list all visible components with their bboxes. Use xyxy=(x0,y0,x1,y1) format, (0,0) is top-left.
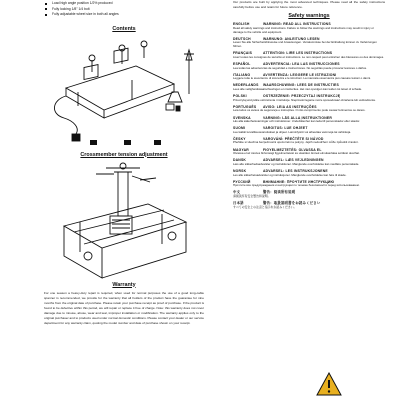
warning-language: SVENSKA xyxy=(233,115,251,120)
warning-text: すべての安全上の注意と指示をお読みください。 xyxy=(233,204,297,209)
warning-title: FIGYELMEZTETÉS: OLVASSA EL xyxy=(263,147,322,152)
warning-title: VAROVÁNÍ: PŘEČTĚTE SI NÁVOD xyxy=(263,136,324,141)
contents-illustration xyxy=(44,36,204,146)
contents-heading: Contents xyxy=(112,25,136,32)
warning-entry-cjk xyxy=(233,201,385,210)
warning-text: Lea todas las advertencias de seguridad e instrucciones. No seguirlas puede provocar lesiones o daños. xyxy=(233,65,367,70)
warning-text: Przeczytaj wszystkie ostrzeżenia i instrukcje. Nieprzestrzeganie może spowodować obrażenia lub uszkodzenia. xyxy=(233,97,376,102)
left-column xyxy=(44,0,204,400)
warning-language: DEUTSCH xyxy=(233,36,251,41)
warning-title: WAARSCHUWING: LEES DE INSTRUCTIES xyxy=(263,83,339,88)
contents-bullets xyxy=(44,1,204,18)
warning-title: ADVARSEL: LÆS VEJLEDNINGEN xyxy=(263,158,324,163)
warning-text: Lees alle veiligheidswaarschuwingen en instructies. Het niet opvolgen kan leiden tot letsel of schade. xyxy=(233,87,363,92)
warning-text: Lisez toutes les consignes de sécurité et instructions. Le non-respect peut entraîner des blessures ou des dommages. xyxy=(233,54,385,59)
warning-text: Read all safety warnings and instructions. Failure to follow the warnings and instructions may result in injury or damage to the vehicle and equipment. xyxy=(233,25,374,34)
warning-text: Läs alla säkerhetsvarningar och instruktioner. Underlåtenhet kan leda till personskador eller skador. xyxy=(233,119,360,124)
warning-title: AVISO: LEIA AS INSTRUÇÕES xyxy=(263,104,317,109)
warning-text: Læs alle sikkerhedsadvarsler og instruktioner. Manglende overholdelse kan medføre personskade. xyxy=(233,161,360,166)
warning-title: VARNING: LÄS ALLA INSTRUKTIONER xyxy=(263,115,332,120)
intro-text: Our products are built by applying the most advanced techniques. Please read all the safety instructions carefully before use and retain for future reference. xyxy=(233,0,385,10)
warning-title: WARNING: READ ALL INSTRUCTIONS xyxy=(263,22,331,27)
warning-language: ČESKY xyxy=(233,136,246,141)
warning-triangle-icon xyxy=(316,372,342,396)
warning-title: VAROITUS: LUE OHJEET xyxy=(263,126,308,131)
warning-text: Lesen Sie alle Sicherheitshinweise und Anweisungen. Versäumnisse bei der Einhaltung können zu Verletzungen führen. xyxy=(233,40,377,49)
warning-language: 中文 xyxy=(233,190,241,195)
warning-language: FRANÇAIS xyxy=(233,51,253,56)
warning-entry xyxy=(233,105,385,114)
warning-language: ENGLISH xyxy=(233,22,250,27)
right-column xyxy=(233,0,385,400)
warning-entry xyxy=(233,94,385,103)
warning-entry xyxy=(233,73,385,82)
warning-entry xyxy=(233,22,385,34)
bullet-item: Load high angle position 1/2% produced xyxy=(44,1,204,7)
warning-title: 警告：阅读所有说明 xyxy=(263,190,296,195)
warning-text: Les alle sikkerhetsadvarsler og instruksjoner. Manglende overholdelse kan føre til skade. xyxy=(233,172,347,177)
adjustment-illustration xyxy=(44,160,204,280)
warning-title: ADVERTENCIA: LEA LAS INSTRUCCIONES xyxy=(263,62,340,67)
warning-language: 日本語 xyxy=(233,201,244,205)
warning-text: 请阅读所有安全警告和说明。 xyxy=(233,193,271,198)
warning-title: 警告：取扱説明書をお読みください xyxy=(263,201,321,205)
warning-language: DANSK xyxy=(233,158,247,163)
warning-text: Leia todos os avisos de segurança e instruções. O não cumprimento pode causar ferimentos ou danos. xyxy=(233,108,366,113)
warranty-text: For one season a heavy-duty repair is required, when used for normal purposes the use of a good long-cable spanner is recommended, we provide for the warranty that all holders of the product have the guarantee for nine months from the original date of purchase. Please retain your purchase receipt as proof of purchase. If the product is found to be defective within this period, we will repair or replace it free of charge. Note: this warranty does not cover damage due to misuse, abuse, wear and tear, improper installation or modification. The warranty applies only to the original purchaser and to products used under normal domestic conditions. Please contact your dealer or our service department for any warranty claim, quoting the model number and date of purchase shown on your receipt. xyxy=(44,290,204,326)
warning-language: РУССКИЙ xyxy=(233,179,251,184)
warning-text: Lue kaikki turvallisuusvaroitukset ja ohjeet. Laiminlyönti voi aiheuttaa vammoja tai vahinkoja. xyxy=(233,129,352,134)
adjust-heading: Crossmember tension adjustment xyxy=(80,151,168,158)
warning-language: ITALIANO xyxy=(233,72,251,77)
warning-title: WARNUNG: ANLEITUNG LESEN xyxy=(263,36,320,41)
warning-entry xyxy=(233,137,385,146)
warning-title: ADVARSEL: LES INSTRUKSJONENE xyxy=(263,168,328,173)
cjk-list xyxy=(233,190,385,209)
warning-language: MAGYAR xyxy=(233,147,249,152)
warnings-list xyxy=(233,22,385,188)
warning-title: AVVERTENZA: LEGGERE LE ISTRUZIONI xyxy=(263,72,337,77)
warning-language: NEDERLANDS xyxy=(233,83,259,88)
warning-entry xyxy=(233,51,385,60)
warning-text: Прочтите все предупреждения и инструкции по технике безопасности перед использованием. xyxy=(233,183,360,188)
warning-entry xyxy=(233,180,385,189)
warning-language: SUOMI xyxy=(233,126,246,131)
warranty-heading: Warranty xyxy=(112,281,136,288)
warning-entry xyxy=(233,116,385,125)
warning-entry xyxy=(233,126,385,135)
warning-language: PORTUGUÊS xyxy=(233,104,257,109)
warning-entry xyxy=(233,148,385,157)
bullet-item: Fully adjustable wheel size in both all angles xyxy=(44,12,204,18)
warning-entry xyxy=(233,158,385,167)
warning-entry xyxy=(233,169,385,178)
warning-language: POLSKI xyxy=(233,94,247,99)
warning-entry xyxy=(233,37,385,49)
warning-entry-cjk xyxy=(233,190,385,199)
warning-title: OSTRZEŻENIE: PRZECZYTAJ INSTRUKCJĘ xyxy=(263,94,341,99)
bullet-item: Fully locking 1/8" 1/4 bolt xyxy=(44,7,204,13)
warning-language: ESPAÑOL xyxy=(233,62,251,67)
warning-text: Leggere tutte le avvertenze di sicurezza e le istruzioni. La mancata osservanza può causare lesioni o danni. xyxy=(233,76,371,81)
warning-language: NORSK xyxy=(233,168,247,173)
warning-title: ATTENTION: LIRE LES INSTRUCTIONS xyxy=(263,51,333,56)
safety-heading: Safety warnings xyxy=(288,13,330,20)
warning-text: Olvassa el az összes biztonsági figyelmeztetést és utasítást. Ennek elmulasztása sérülést okozhat. xyxy=(233,151,360,156)
warning-entry xyxy=(233,83,385,92)
warning-title: ВНИМАНИЕ: ПРОЧТИТЕ ИНСТРУКЦИЮ xyxy=(263,179,335,184)
warning-text: Přečtěte si všechna bezpečnostní upozornění a pokyny. Jejich nedodržení může způsobit zranění. xyxy=(233,140,359,145)
warning-entry xyxy=(233,62,385,71)
